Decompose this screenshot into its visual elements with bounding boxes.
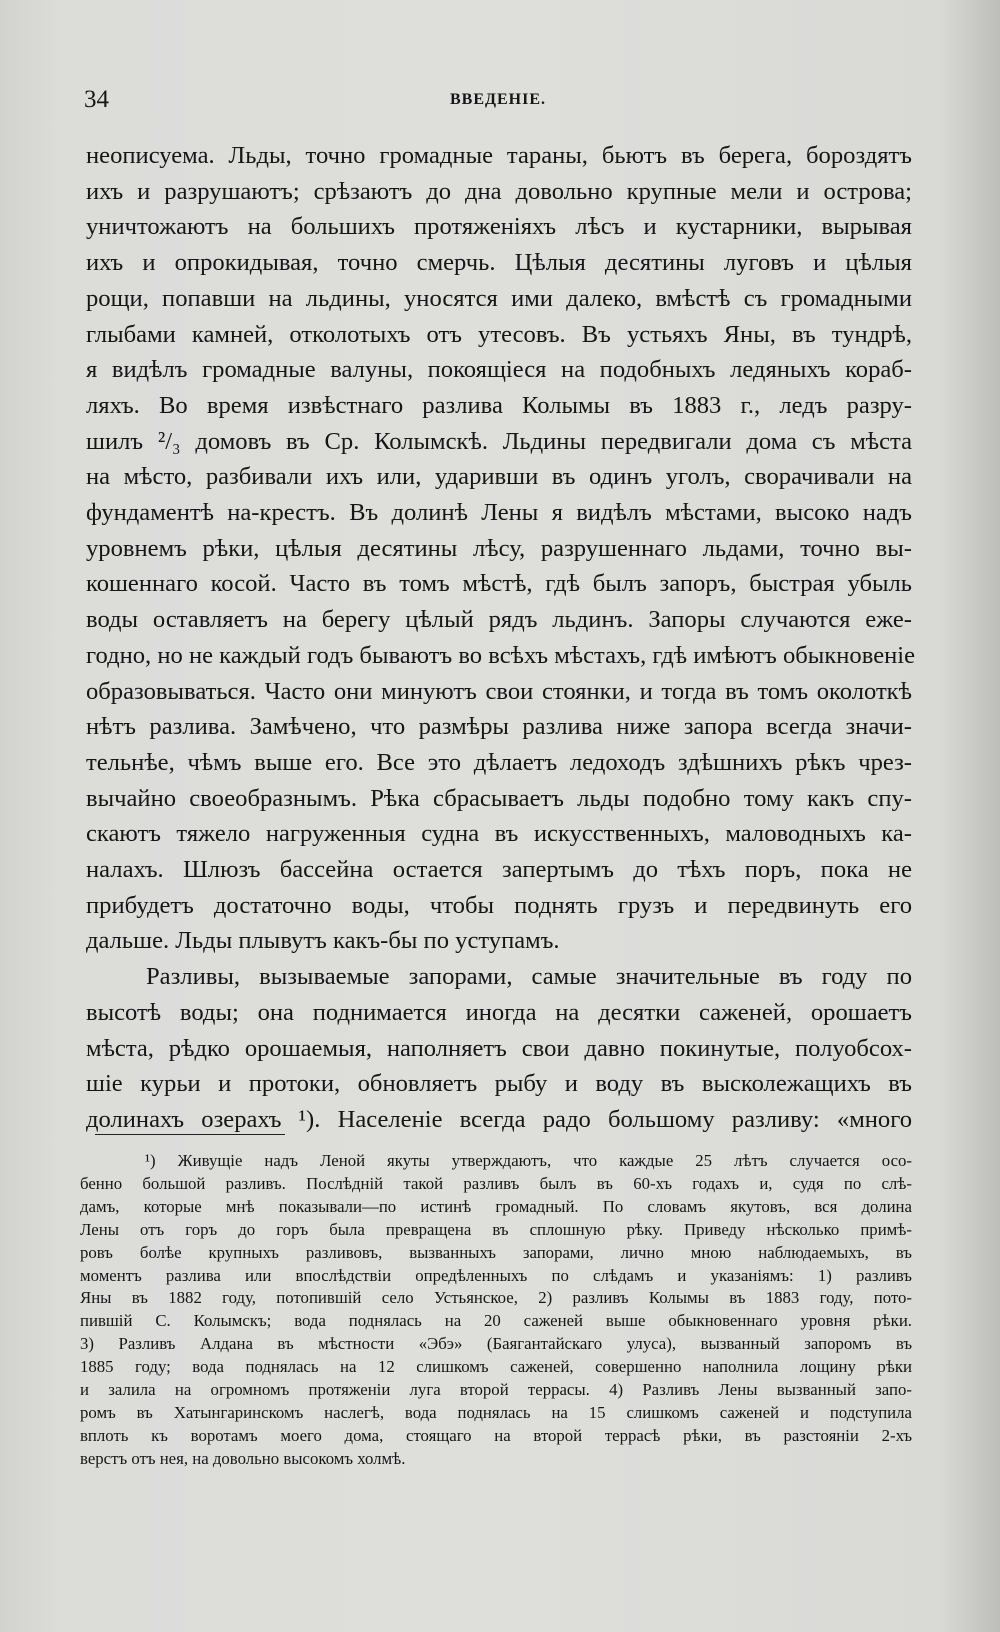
footnote-line: 3) Разливъ Алдана въ мѣстности «Эбэ» (Баягантайскаго улуса), вызванный запоромъ въ [80, 1334, 912, 1354]
paragraph-start-line: Разливы, вызываемые запорами, самые значительные въ году по [146, 963, 912, 991]
body-line: налахъ. Шлюзъ бассейна остается запертымъ до тѣхъ поръ, пока не [86, 856, 912, 884]
footnote-line: бенно большой разливъ. Послѣдній такой разливъ былъ въ 60-хъ годахъ и, судя по слѣ- [80, 1173, 912, 1193]
body-line: нѣтъ разлива. Замѣчено, что размѣры разлива ниже запора всегда значи- [86, 713, 912, 741]
running-head: ВВЕДЕНІЕ. [449, 91, 547, 108]
body-line: мѣста, рѣдко орошаемыя, наполняетъ свои давно покинутые, полуобсох- [86, 1034, 912, 1062]
footnote-divider [95, 1134, 285, 1135]
body-line: глыбами камней, отколотыхъ отъ утесовъ. Въ устьяхъ Яны, въ тундрѣ, [86, 320, 912, 348]
body-line: образовываться. Часто они минуютъ свои стоянки, и тогда въ томъ околоткѣ [86, 677, 912, 705]
footnote-line: Лены отъ горъ до горъ была превращена въ сплошную рѣку. Приведу нѣсколько примѣ- [80, 1219, 912, 1239]
body-line: вычайно своеобразнымъ. Рѣка сбрасываетъ льды подобно тому какъ спу- [86, 784, 912, 812]
body-line: высотѣ воды; она поднимается иногда на десятки саженей, орошаетъ [86, 998, 912, 1026]
footnote-line: и залила на огромномъ протяженіи луга второй террасы. 4) Разливъ Лены вызванный запо- [80, 1380, 912, 1400]
body-line: скаютъ тяжело нагруженныя судна въ искусственныхъ, маловодныхъ ка- [86, 820, 912, 848]
body-line: дальше. Льды плывутъ какъ-бы по уступамъ. [86, 927, 560, 955]
body-line: шіе курьи и протоки, обновляетъ рыбу и воду въ высколежащихъ въ [86, 1070, 912, 1098]
body-line: кошеннаго косой. Часто въ томъ мѣстѣ, гдѣ былъ запоръ, быстрая убыль [86, 570, 912, 598]
body-line: воды оставляетъ на берегу цѣлый рядъ льдинъ. Запоры случаются еже- [86, 606, 912, 634]
body-line: уничтожаютъ на большихъ протяженіяхъ лѣсъ и кустарники, вырывая [86, 213, 912, 241]
footnote-line: дамъ, которые мнѣ показывали—по истинѣ громадный. По словамъ якутовъ, вся долина [80, 1196, 912, 1216]
body-line: я видѣлъ громадные валуны, покоящіеся на подобныхъ ледяныхъ кораб- [86, 356, 912, 384]
body-line: ихъ и опрокидывая, точно смерчь. Цѣлыя десятины луговъ и цѣлыя [86, 249, 912, 277]
footnote-line: ромъ въ Хатынгаринскомъ наслегѣ, вода поднялась на 15 слишкомъ саженей и подступила [80, 1402, 912, 1422]
footnote-text [80, 1150, 912, 1471]
footnote-line: вплоть къ воротамъ моего дома, стоящаго на второй террасѣ рѣки, въ разстояніи 2-хъ [80, 1425, 912, 1445]
footnote-line: моментъ разлива или впослѣдствіи опредѣленныхъ по слѣдамъ и указаніямъ: 1) разливъ [80, 1265, 912, 1285]
body-line: ляхъ. Во время извѣстнаго разлива Колымы въ 1883 г., ледъ разру- [86, 391, 912, 419]
body-line: прибудетъ достаточно воды, чтобы поднять грузъ и передвинуть его [86, 891, 912, 919]
footnote-line: 1885 году; вода поднялась на 12 слишкомъ саженей, совершенно наполнила лощину рѣки [80, 1357, 912, 1377]
body-line: годно, но не каждый годъ бываютъ во всѣхъ мѣстахъ, гдѣ имѣютъ обыкновеніе [86, 641, 916, 669]
body-line: на мѣсто, разбивали ихъ или, ударивши въ одинъ уголъ, сворачивали на [86, 463, 912, 491]
page-header [84, 86, 912, 116]
page-number: 34 [84, 86, 109, 113]
footnote-line: верстъ отъ нея, на довольно высокомъ холмѣ. [80, 1448, 406, 1468]
body-line: ихъ и разрушаютъ; срѣзаютъ до дна довольно крупные мели и острова; [86, 177, 912, 205]
body-line: неописуема. Льды, точно громадные тараны, бьютъ въ берега, бороздятъ [86, 142, 912, 169]
footnote-line: ровъ болѣе крупныхъ разливовъ, вызванныхъ запорами, лично мною наблюдаемыхъ, въ [80, 1242, 912, 1262]
footnote-line: пившій С. Колымскъ; вода поднялась на 20 саженей выше обыкновеннаго уровня рѣки. [80, 1311, 912, 1331]
body-line: долинахъ озерахъ ¹). Населеніе всегда радо большому разливу: «много [86, 1105, 912, 1133]
body-line: уровнемъ рѣки, цѣлыя десятины лѣсу, разрушеннаго льдами, точно вы- [86, 534, 912, 562]
body-text [86, 138, 916, 1138]
body-line: шилъ ²/₃ домовъ въ Ср. Колымскѣ. Льдины передвигали дома съ мѣста [86, 427, 912, 455]
body-line: тельнѣе, чѣмъ выше его. Все это дѣлаетъ ледоходъ здѣшнихъ рѣкъ чрез- [86, 748, 912, 776]
body-line: фундаментѣ на-крестъ. Въ долинѣ Лены я видѣлъ мѣстами, высоко надъ [86, 499, 912, 527]
footnote-line: ¹) Живущіе надъ Леной якуты утверждаютъ, что каждые 25 лѣтъ случается осо- [145, 1151, 912, 1170]
body-line: рощи, попавши на льдины, уносятся ими далеко, вмѣстѣ съ громадными [86, 284, 912, 312]
footnote-line: Яны въ 1882 году, потопившій село Устьянское, 2) разливъ Колымы въ 1883 году, пото- [80, 1288, 912, 1308]
